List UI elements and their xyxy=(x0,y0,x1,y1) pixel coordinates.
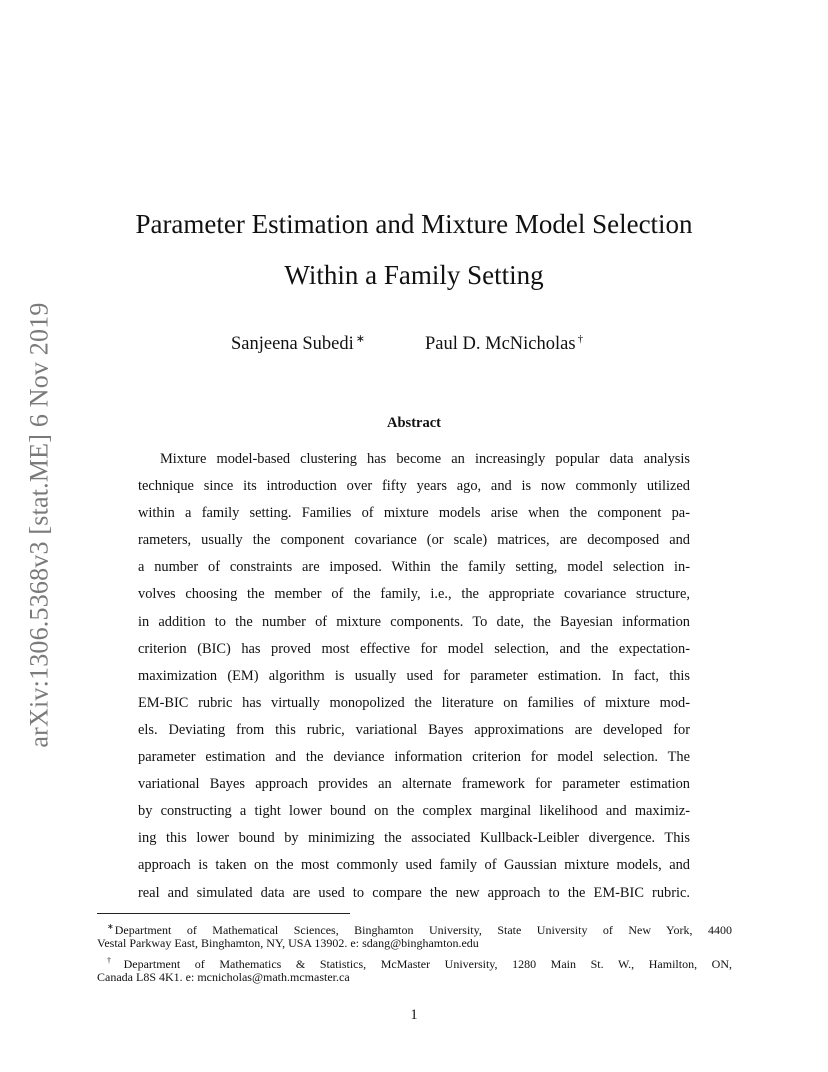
abstract-line: within a family setting. Families of mixture models arise when the component pa- xyxy=(138,505,690,522)
abstract-line: ing this lower bound by minimizing the associated Kullback-Leibler divergence. This xyxy=(138,830,690,847)
abstract-line: Mixture model-based clustering has become an increasingly popular data analysis xyxy=(160,451,690,467)
abstract-line: parameter estimation and the deviance information criterion for model selection. The xyxy=(138,749,690,766)
footnote-text: Department of Mathematical Sciences, Binghamton University, State University of New York, 4400 xyxy=(114,923,732,937)
footnote-line: Vestal Parkway East, Binghamton, NY, USA 13902. e: sdang@binghamton.edu xyxy=(97,936,479,950)
author-1 xyxy=(231,326,365,357)
paper-title-line-1: Parameter Estimation and Mixture Model Selection xyxy=(135,209,693,239)
abstract-line: approach is taken on the most commonly used family of Gaussian mixture models, and xyxy=(138,857,690,874)
page-number: 1 xyxy=(410,1007,418,1023)
abstract-line: a number of constraints are imposed. Within the family setting, model selection in- xyxy=(138,559,690,576)
abstract-line: real and simulated data are used to compare the new approach to the EM-BIC rubric. xyxy=(138,884,690,901)
footnote-2 xyxy=(97,952,732,986)
author-name: Paul D. McNicholas xyxy=(425,334,576,354)
author-2 xyxy=(425,326,583,357)
abstract-line: rameters, usually the component covariance (or scale) matrices, are decomposed and xyxy=(138,532,690,549)
abstract-line: els. Deviating from this rubric, variational Bayes approximations are developed for xyxy=(138,721,690,738)
footnote-text: Department of Mathematics & Statistics, McMaster University, 1280 Main St. W., Hamilton, ON, xyxy=(123,957,732,971)
footnote-1 xyxy=(97,918,732,952)
arxiv-stamp-text: arXiv:1306.5368v3 [stat.ME] 6 Nov 2019 xyxy=(25,302,55,748)
footnote-mark: † xyxy=(107,956,123,965)
arxiv-side-stamp xyxy=(18,290,62,760)
footnote-divider xyxy=(97,913,350,914)
abstract-line: EM-BIC rubric has virtually monopolized the literature on families of mixture mod- xyxy=(138,694,690,711)
author-footnote-mark: ∗ xyxy=(355,333,366,345)
abstract-line: maximization (EM) algorithm is usually used for parameter estimation. In fact, this xyxy=(138,667,690,684)
footnote-line: Canada L8S 4K1. e: mcnicholas@math.mcmaster.ca xyxy=(97,970,350,984)
abstract-line: variational Bayes approach provides an alternate framework for parameter estimation xyxy=(138,776,690,793)
paper-title-line-2: Within a Family Setting xyxy=(284,260,544,290)
footnote-line xyxy=(97,918,732,935)
abstract-heading: Abstract xyxy=(387,415,441,431)
abstract-line: in addition to the number of mixture components. To date, the Bayesian information xyxy=(138,613,690,630)
abstract-line: by constructing a tight lower bound on the complex marginal likelihood and maximiz- xyxy=(138,803,690,820)
footnote-mark: ∗ xyxy=(107,922,114,931)
abstract-line: technique since its introduction over fifty years ago, and is now commonly utilized xyxy=(138,478,690,495)
abstract-line: criterion (BIC) has proved most effective for model selection, and the expectation- xyxy=(138,640,690,657)
footnote-line xyxy=(97,952,732,969)
author-footnote-mark: † xyxy=(577,333,584,345)
abstract-body xyxy=(138,446,690,907)
author-name: Sanjeena Subedi xyxy=(231,334,354,354)
abstract-line: volves choosing the member of the family, i.e., the appropriate covariance structure, xyxy=(138,586,690,603)
